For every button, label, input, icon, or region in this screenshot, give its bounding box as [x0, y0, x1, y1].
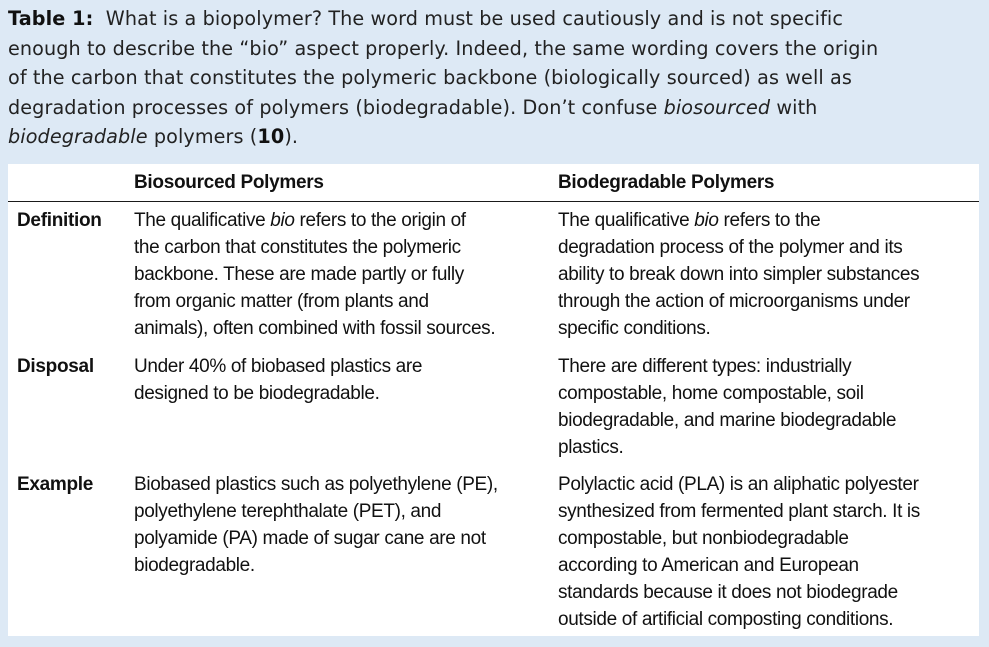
text: refers to the origin of — [294, 210, 466, 231]
cell-line: Biobased plastics such as polyethylene (PE), — [134, 474, 498, 495]
cell-line: from organic matter (from plants and — [134, 291, 429, 312]
caption-line-1 — [8, 4, 983, 34]
row-label: Example — [17, 474, 94, 495]
text: refers to the — [718, 210, 821, 231]
cell-line: synthesized from fermented plant starch. It is — [558, 501, 920, 522]
caption-label: Table 1: — [8, 7, 94, 30]
text: The qualificative — [558, 210, 695, 231]
caption-line-5 — [8, 122, 983, 152]
caption-line-3: of the carbon that constitutes the polymeric backbone (biologically sourced) as well as — [8, 66, 852, 90]
cell-line: polyethylene terephthalate (PET), and — [134, 501, 442, 522]
row-label: Disposal — [17, 356, 94, 377]
emphasis: bio — [270, 210, 295, 231]
cell-line: animals), often combined with fossil sources. — [134, 318, 496, 339]
cell-line: through the action of microorganisms under — [558, 291, 910, 312]
caption-line-4 — [8, 93, 983, 123]
cell-line: ability to break down into simpler substances — [558, 264, 920, 285]
cell-line: Polylactic acid (PLA) is an aliphatic polyester — [558, 474, 919, 495]
table-caption — [8, 4, 983, 152]
caption-text: polymers ( — [147, 125, 258, 149]
reference-link[interactable]: 10 — [257, 125, 285, 149]
cell-biosourced — [134, 207, 495, 342]
cell-line — [134, 207, 495, 234]
cell-line: Under 40% of biobased plastics are — [134, 356, 423, 377]
cell-line: designed to be biodegradable. — [134, 383, 380, 404]
row-label: Definition — [17, 210, 102, 231]
emphasis: bio — [694, 210, 719, 231]
cell-line: There are different types: industrially — [558, 356, 852, 377]
cell-line: specific conditions. — [558, 318, 711, 339]
cell-line — [558, 207, 919, 234]
cell-line: biodegradable. — [134, 555, 255, 576]
cell-line: outside of artificial composting conditions. — [558, 609, 894, 630]
cell-biodegradable — [558, 353, 896, 461]
caption-text: with — [770, 95, 818, 119]
cell-line: degradation process of the polymer and its — [558, 237, 903, 258]
caption-emphasis: biodegradable — [8, 125, 148, 149]
cell-biodegradable — [558, 471, 920, 633]
cell-biosourced — [134, 471, 498, 579]
caption-text: What is a biopolymer? The word must be used cautiously and is not specific — [105, 7, 844, 30]
cell-line: backbone. These are made partly or fully — [134, 264, 464, 285]
cell-line: according to American and European — [558, 555, 859, 576]
comparison-table — [8, 164, 979, 636]
cell-line: biodegradable, and marine biodegradable — [558, 410, 897, 431]
cell-line: the carbon that constitutes the polymeric — [134, 237, 461, 258]
text: The qualificative — [134, 210, 271, 231]
cell-biosourced — [134, 353, 422, 407]
caption-text: ). — [284, 125, 299, 149]
cell-line: polyamide (PA) made of sugar cane are not — [134, 528, 486, 549]
column-header-biosourced: Biosourced Polymers — [134, 172, 324, 193]
cell-line: plastics. — [558, 437, 624, 458]
cell-line: compostable, home compostable, soil — [558, 383, 864, 404]
caption-line-2: enough to describe the “bio” aspect properly. Indeed, the same wording covers the origin — [8, 36, 879, 60]
caption-text: degradation processes of polymers (biodegradable). Don’t confuse — [8, 95, 664, 119]
table-header — [8, 164, 979, 202]
column-header-biodegradable: Biodegradable Polymers — [558, 172, 775, 193]
cell-line: standards because it does not biodegrade — [558, 582, 898, 603]
cell-line: compostable, but nonbiodegradable — [558, 528, 849, 549]
caption-emphasis: biosourced — [663, 95, 771, 119]
cell-biodegradable — [558, 207, 919, 342]
